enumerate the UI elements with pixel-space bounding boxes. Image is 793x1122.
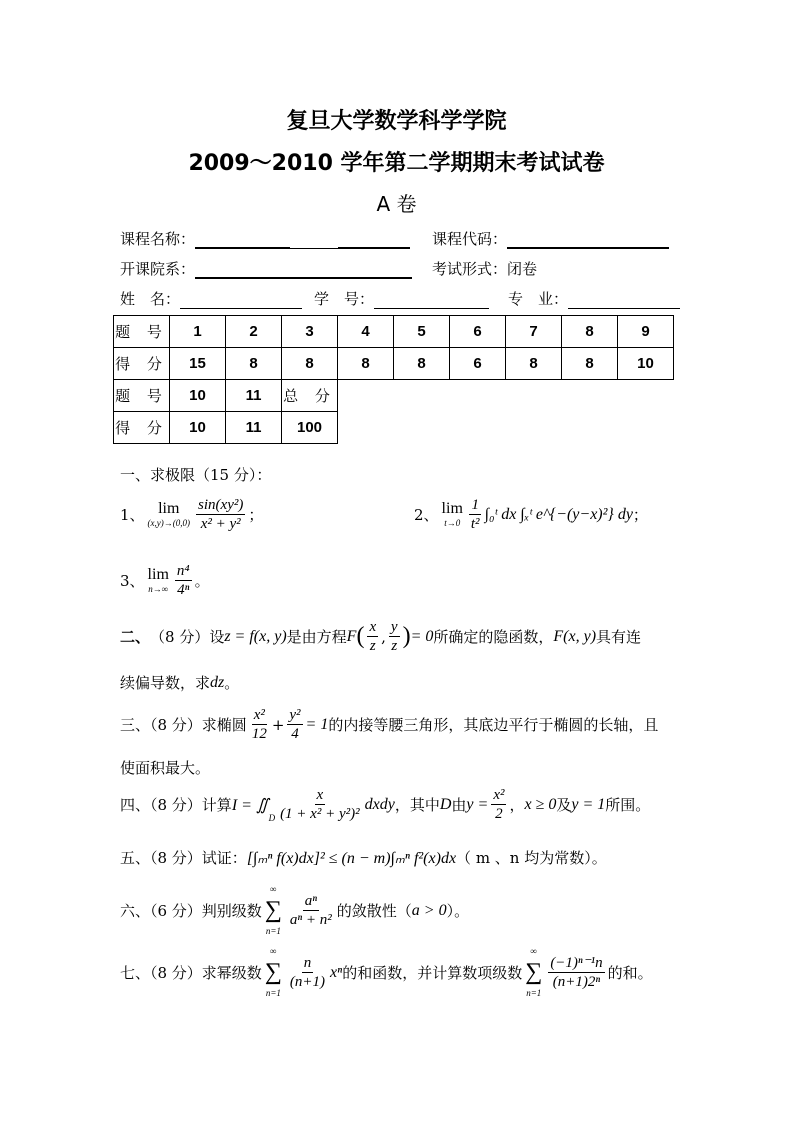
numerator: y² (289, 707, 301, 723)
q5 (120, 847, 607, 868)
fraction (288, 954, 327, 991)
denominator: (n+1)2ⁿ (552, 974, 601, 990)
fraction (175, 562, 192, 599)
fraction (250, 706, 269, 743)
denominator: aⁿ + n² (289, 912, 332, 928)
text: ， (509, 796, 525, 814)
student-id-label: 学 号： (314, 290, 375, 308)
score-cell: 2 (226, 316, 282, 348)
math: = 0 (410, 627, 434, 645)
paren-close: ) (402, 623, 411, 649)
math: D (439, 795, 452, 813)
text: 六、（6 分）判别级数 (120, 902, 262, 920)
course-name-blank-2[interactable] (338, 233, 410, 249)
text: 所围。 (605, 796, 651, 814)
sum-sup: ∞ (270, 946, 277, 956)
denominator: z (369, 638, 376, 654)
score-table-row (114, 316, 674, 348)
score-table-row (114, 348, 674, 380)
score-cell: 11 (226, 412, 282, 444)
text: 由 (451, 796, 467, 814)
course-code-label: 课程代码： (432, 230, 508, 248)
fraction (548, 954, 604, 991)
denominator: x² + y² (200, 516, 241, 532)
lim-sub: n→∞ (148, 584, 169, 594)
limit (148, 500, 190, 529)
denominator: 12 (251, 726, 267, 742)
exam-title: 2009～2010 学年第二学期期末考试试卷 (188, 151, 605, 176)
text: 五、（8 分）试证： (120, 849, 247, 867)
major-label: 专 业： (508, 290, 569, 308)
q2-line2 (120, 672, 239, 693)
school-title: 复旦大学数学科学学院 (286, 109, 507, 134)
course-code-blank[interactable] (507, 233, 669, 249)
course-name-label: 课程名称： (120, 230, 196, 248)
q2-line1: 二、 （8 分）设 z = f(x, y) 是由方程 F ( $\frac{x}{z}$ , $\frac{y}{z}$ ) = 0 所确定的隐函数， F(x, y) 具有连 (120, 619, 642, 654)
text: 的敛散性（ (336, 902, 412, 920)
score-cell: 6 (450, 316, 506, 348)
math: z = f(x, y) (224, 627, 287, 645)
limit (148, 566, 169, 595)
math: F (346, 627, 357, 645)
score-cell: 7 (506, 316, 562, 348)
q7 (120, 946, 653, 999)
text: 。 (224, 674, 240, 692)
text: ，其中 (394, 796, 440, 814)
math: [∫ₘⁿ f(x)dx]² ≤ (n − m)∫ₘⁿ f²(x)dx (246, 849, 457, 867)
sum-sign: ∑ (264, 897, 282, 923)
fraction (196, 496, 245, 533)
punct: ； (632, 506, 648, 524)
math: dz (210, 673, 225, 691)
score-cell: 1 (170, 316, 226, 348)
math: = 1 (305, 715, 329, 733)
score-cell: 4 (338, 316, 394, 348)
sum-sub: n=1 (526, 988, 542, 998)
student-id-field (314, 288, 489, 309)
q3-line1 (120, 706, 658, 743)
score-table-row (114, 412, 674, 444)
lim-sub: (x,y)→(0,0) (147, 518, 191, 528)
department-blank[interactable] (195, 263, 412, 279)
fraction (278, 786, 362, 823)
integral-domain: D (268, 813, 276, 823)
fraction (367, 618, 378, 655)
score-cell: 8 (226, 348, 282, 380)
numerator: n⁴ (176, 563, 190, 579)
numerator: 1 (471, 497, 479, 513)
q3-line2: 使面积最大。 (120, 759, 211, 777)
lim-text: lim (441, 500, 463, 517)
part-number: 2、 (414, 506, 439, 524)
part-number: 3、 (120, 572, 145, 590)
text: （8 分）设 (150, 628, 225, 646)
paren-open: ( (356, 623, 365, 649)
department-label: 开课院系： (120, 260, 196, 278)
integral-expr: ∫₀ᵗ dx ∫ₓᵗ e^{−(y−x)²} dy (484, 505, 633, 523)
numerator: aⁿ (304, 893, 317, 909)
text: 三、（8 分）求椭圆 (120, 716, 247, 734)
score-cell: 8 (506, 348, 562, 380)
text: 七、（8 分）求幂级数 (120, 964, 262, 982)
math: a > 0 (411, 901, 447, 919)
sum-sign: ∑ (525, 959, 543, 985)
name-blank[interactable] (180, 294, 302, 309)
denominator: (n+1) (289, 974, 326, 990)
paper-version: A 卷 (376, 192, 417, 216)
q1-part3 (120, 562, 210, 599)
course-name-blank-mid (290, 234, 338, 249)
score-table-row (114, 380, 674, 412)
major-field (508, 288, 680, 309)
numerator: n (303, 955, 312, 971)
score-cell: 8 (562, 348, 618, 380)
text: 的和函数，并计算数项级数 (342, 964, 523, 982)
numerator: x (369, 619, 377, 635)
text: 所确定的隐函数， (433, 628, 554, 646)
q2-number: 二、 (120, 628, 151, 646)
row-label: 得 分 (114, 412, 170, 444)
lim-text: lim (147, 566, 169, 583)
q1-part1 (120, 496, 263, 533)
summation (265, 946, 282, 999)
sum-sub: n=1 (265, 926, 281, 936)
numerator: x² (253, 707, 265, 723)
numerator: (−1)ⁿ⁻¹n (550, 955, 603, 971)
denominator: 2 (495, 806, 503, 822)
denominator: z (391, 638, 398, 654)
denominator: t² (470, 516, 480, 532)
fraction (389, 618, 400, 655)
summation (525, 946, 542, 999)
row-label: 题 号 (114, 380, 170, 412)
numerator: x² (493, 787, 505, 803)
row-label: 得 分 (114, 348, 170, 380)
name-field (120, 288, 302, 309)
denominator: (1 + x² + y²)² (280, 806, 360, 822)
student-id-blank[interactable] (374, 294, 489, 309)
course-name-blank[interactable] (195, 233, 290, 249)
math: y = (466, 795, 489, 813)
score-cell: 3 (282, 316, 338, 348)
part-number: 1、 (120, 506, 145, 524)
name-label: 姓 名： (120, 290, 181, 308)
score-cell: 6 (450, 348, 506, 380)
score-table (113, 315, 674, 444)
q4 (120, 786, 650, 823)
math: dxdy (364, 795, 395, 813)
course-name-field (120, 228, 410, 249)
course-code-field (432, 228, 669, 249)
punct: ； (248, 506, 264, 524)
summation (265, 884, 282, 937)
numerator: x (316, 787, 324, 803)
score-cell: 8 (338, 348, 394, 380)
text: ）。 (446, 902, 470, 920)
text: 续偏导数，求 (120, 674, 211, 692)
denominator: 4 (291, 726, 299, 742)
numerator: sin(xy²) (198, 497, 244, 513)
score-cell: 15 (170, 348, 226, 380)
score-cell: 100 (282, 412, 338, 444)
q6 (120, 884, 469, 937)
sum-sup: ∞ (270, 884, 277, 894)
score-cell: 10 (618, 348, 674, 380)
punct: 。 (194, 572, 210, 590)
score-cell: 8 (562, 316, 618, 348)
text: 四、（8 分）计算 (120, 796, 232, 814)
sum-sign: ∑ (264, 959, 282, 985)
fraction (288, 892, 334, 929)
score-cell: 10 (170, 412, 226, 444)
sum-sup: ∞ (530, 946, 537, 956)
major-blank[interactable] (568, 294, 680, 309)
text: 具有连 (596, 628, 642, 646)
math: I = ∬ (231, 796, 269, 814)
denominator: 4ⁿ (177, 582, 190, 598)
score-cell: 5 (394, 316, 450, 348)
q1-part2 (414, 496, 648, 533)
text: 的内接等腰三角形，其底边平行于椭圆的长轴，且 (328, 716, 659, 734)
score-cell: 11 (226, 380, 282, 412)
text: 的和。 (607, 964, 653, 982)
math: y = 1 (571, 795, 606, 813)
score-cell: 8 (394, 348, 450, 380)
score-cell: 9 (618, 316, 674, 348)
plus: + (271, 715, 285, 734)
score-cell: 8 (282, 348, 338, 380)
math: F(x, y) (553, 627, 597, 645)
fraction (491, 786, 506, 823)
text: 及 (556, 796, 572, 814)
exam-form: 考试形式：闭卷 (432, 260, 538, 278)
score-cell: 总 分 (282, 380, 338, 412)
limit (442, 500, 463, 529)
math: xⁿ (330, 963, 343, 981)
row-label: 题 号 (114, 316, 170, 348)
lim-sub: t→0 (444, 518, 461, 528)
math: x ≥ 0 (524, 795, 557, 813)
fraction (287, 706, 302, 743)
fraction (469, 496, 482, 533)
numerator: y (390, 619, 398, 635)
department-field (120, 258, 412, 279)
sum-sub: n=1 (265, 988, 281, 998)
lim-text: lim (158, 500, 180, 517)
text: 是由方程 (286, 628, 347, 646)
q1-heading: 一、求极限（15 分）： (120, 466, 272, 484)
score-cell: 10 (170, 380, 226, 412)
text: （ m 、n 均为常数）。 (456, 849, 607, 867)
